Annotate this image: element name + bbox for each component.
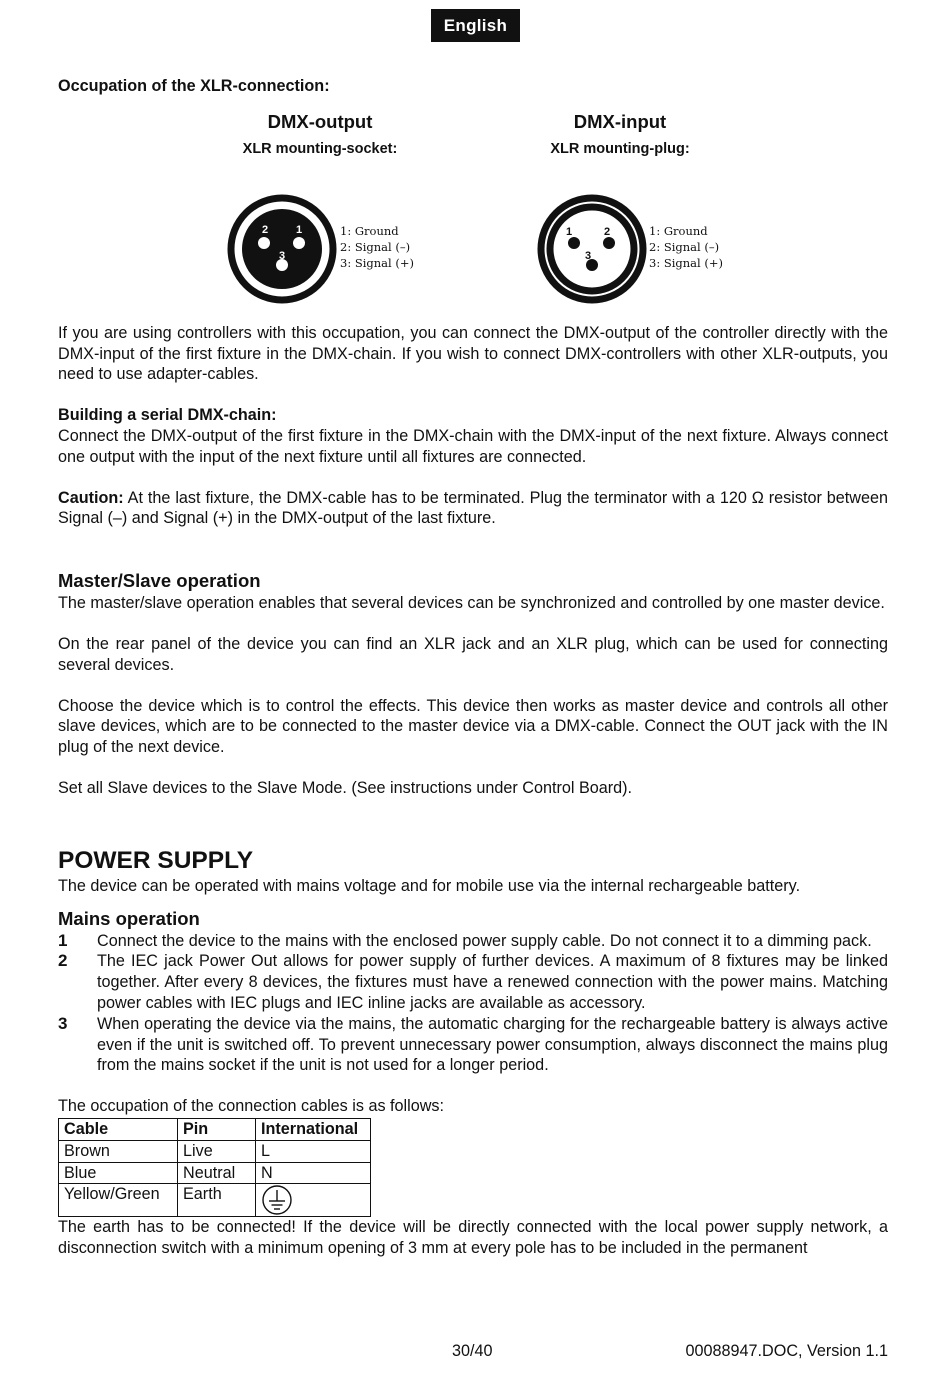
table-cell: Brown	[59, 1140, 178, 1162]
step-number: 1	[58, 930, 68, 950]
caution-text: At the last fixture, the DMX-cable has to be terminated. Plug the terminator with a 120 Ω resistor between Signal (–) and Signal (+) in the DMX-output of the last fixture.	[58, 488, 888, 528]
table-cell: Live	[178, 1140, 256, 1162]
dmx-input-title: DMX-input	[573, 110, 667, 132]
step-number: 2	[58, 951, 68, 971]
pin-1-label: 1: Ground	[340, 223, 399, 238]
caution-paragraph	[58, 488, 888, 530]
language-badge: English	[431, 9, 520, 42]
table-row	[59, 1162, 371, 1184]
caution-label: Caution:	[58, 488, 124, 507]
table-cell: L	[256, 1140, 371, 1162]
step-text: Connect the device to the mains with the enclosed power supply cable. Do not connect it to a dimming pack.	[97, 931, 872, 950]
output-pin-left-label: 2	[262, 223, 269, 236]
dmx-output-title: DMX-output	[267, 110, 373, 132]
table-cell: N	[256, 1162, 371, 1184]
input-pin-right-label: 2	[604, 225, 611, 238]
cable-table	[58, 1118, 371, 1217]
output-pin-list	[340, 223, 414, 271]
dmx-output-diagram	[190, 97, 450, 159]
xlr-socket-icon	[226, 193, 338, 305]
mains-operation-heading: Mains operation	[58, 907, 200, 929]
xlr-heading: Occupation of the XLR-connection:	[58, 77, 330, 95]
step-text: When operating the device via the mains, the automatic charging for the rechargeable battery is always active even if the unit is switched off. To prevent unnecessary power consumption, always disconnect the mains plug from the mains socket if the unit is not used for a longer period.	[97, 1014, 888, 1075]
xlr-plug-icon	[536, 193, 648, 305]
pin-3-label: 3: Signal (+)	[340, 255, 414, 270]
table-cell-earth-symbol	[256, 1184, 371, 1217]
output-pin-right-label: 1	[296, 223, 303, 236]
table-cell: Blue	[59, 1162, 178, 1184]
xlr-paragraph: If you are using controllers with this occupation, you can connect the DMX-output of the controller directly with the DMX-input of the first fixture in the DMX-chain. If you wish to connect DMX-controllers with other XLR-outputs, you need to use adapter-cables.	[58, 323, 888, 384]
table-intro: The occupation of the connection cables is as follows:	[58, 1097, 445, 1116]
power-supply-heading: POWER SUPPLY	[58, 846, 254, 874]
master-slave-p4: Set all Slave devices to the Slave Mode. (See instructions under Control Board).	[58, 778, 633, 797]
table-row	[59, 1184, 371, 1217]
chain-paragraph: Connect the DMX-output of the first fixture in the DMX-chain with the DMX-input of the next fixture. Always connect one output with the input of the next fixture until all fixtures are connected.	[58, 426, 888, 466]
list-item	[58, 931, 888, 952]
table-cell: Yellow/Green	[59, 1184, 178, 1217]
earth-ground-icon	[261, 1184, 293, 1216]
page-number: 30/40	[452, 1342, 493, 1360]
pin-2-label: 2: Signal (–)	[649, 239, 720, 254]
pin-3-label: 3: Signal (+)	[649, 255, 723, 270]
master-slave-p3: Choose the device which is to control the effects. This device then works as master device and controls all other slave devices, which are to be connected to the master device via a DMX-cable. Connect the OUT jack with the IN plug of the next device.	[58, 696, 888, 757]
page-content	[58, 76, 888, 1259]
master-slave-p2: On the rear panel of the device you can find an XLR jack and an XLR plug, which can be used for connecting several devices.	[58, 634, 888, 674]
input-pin-bottom-label: 3	[585, 249, 592, 262]
power-intro: The device can be operated with mains voltage and for mobile use via the internal rechargeable battery.	[58, 876, 801, 895]
mains-steps-list	[58, 931, 888, 1077]
master-slave-p1: The master/slave operation enables that several devices can be synchronized and controlled by one master device.	[58, 594, 885, 613]
pin-2-label: 2: Signal (–)	[340, 239, 411, 254]
step-text: The IEC jack Power Out allows for power supply of further devices. A maximum of 8 fixtures may be linked together. After every 8 devices, the fixtures must have a renewed connection with the power mains. Matching power cables with IEC plugs and IEC inline jacks are available as accessory.	[97, 952, 888, 1012]
master-slave-heading: Master/Slave operation	[58, 570, 261, 592]
col-header-pin: Pin	[178, 1118, 256, 1140]
pin-1-label: 1: Ground	[649, 223, 708, 238]
xlr-diagrams	[58, 97, 888, 323]
col-header-international: International	[256, 1118, 371, 1140]
input-pin-list	[649, 223, 723, 271]
input-pin-left-label: 1	[566, 225, 573, 238]
col-header-cable: Cable	[59, 1118, 178, 1140]
chain-heading: Building a serial DMX-chain:	[58, 406, 277, 425]
table-cell: Neutral	[178, 1162, 256, 1184]
document-version: 00088947.DOC, Version 1.1	[685, 1342, 888, 1360]
list-item	[58, 951, 888, 1013]
table-cell: Earth	[178, 1184, 256, 1217]
step-number: 3	[58, 1013, 68, 1033]
list-item	[58, 1014, 888, 1076]
earth-note-paragraph: The earth has to be connected! If the device will be directly connected with the local power supply network, a disconnection switch with a minimum opening of 3 mm at every pole has to be included in the permanent	[58, 1218, 888, 1258]
dmx-input-diagram	[490, 97, 750, 159]
dmx-output-subtitle: XLR mounting-socket:	[242, 140, 398, 157]
table-row	[59, 1140, 371, 1162]
table-header-row	[59, 1118, 371, 1140]
dmx-input-subtitle: XLR mounting-plug:	[550, 140, 690, 157]
output-pin-bottom-label: 3	[279, 249, 286, 262]
